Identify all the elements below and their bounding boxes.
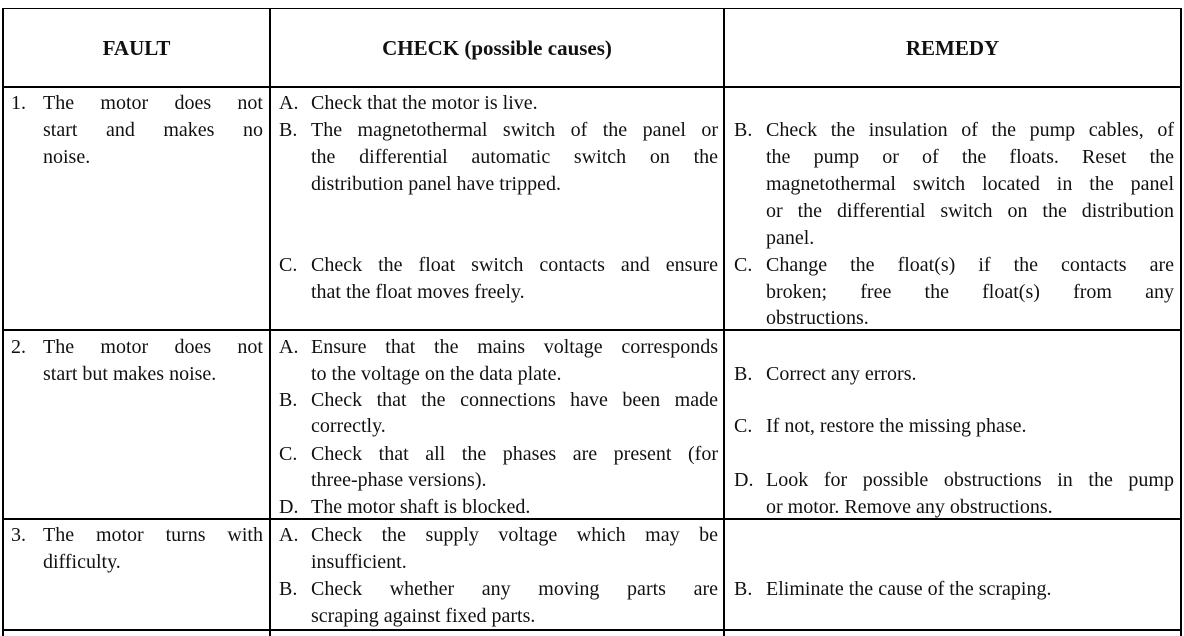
check-label: A.	[279, 92, 299, 114]
check-text: The motor shaft is blocked.	[311, 496, 531, 518]
check-text: correctly.	[311, 415, 386, 437]
fault-text: The motor does not	[43, 92, 263, 114]
check-text: Check that all the phases are present (for	[311, 443, 718, 465]
row-divider-1	[2, 329, 1182, 331]
fault-text: noise.	[43, 146, 91, 168]
check-label: A.	[279, 524, 299, 546]
fault-number: 1.	[11, 92, 26, 114]
row-divider-3	[2, 629, 1182, 631]
remedy-label: B.	[734, 578, 753, 600]
check-label: C.	[279, 443, 298, 465]
remedy-label: B.	[734, 119, 753, 141]
check-text: to the voltage on the data plate.	[311, 363, 562, 385]
remedy-text: or the differential switch on the distribution	[766, 200, 1174, 222]
header-check: CHECK (possible causes)	[382, 36, 612, 60]
remedy-label: C.	[734, 254, 753, 276]
fault-text: start but makes noise.	[43, 363, 217, 385]
remedy-text: broken; free the float(s) from any	[766, 281, 1174, 303]
check-text: Check the supply voltage which may be	[311, 524, 718, 546]
fault-text: The motor turns with	[43, 524, 263, 546]
check-text: Ensure that the mains voltage corresponds	[311, 336, 718, 358]
table-border-top	[2, 8, 1182, 9]
fault-number: 2.	[11, 336, 26, 358]
table-border-right	[1180, 8, 1182, 636]
check-label: A.	[279, 336, 299, 358]
remedy-text: Look for possible obstructions in the pump	[766, 469, 1174, 491]
check-text: The magnetothermal switch of the panel or	[311, 119, 718, 141]
check-text: insufficient.	[311, 551, 407, 573]
check-label: B.	[279, 389, 298, 411]
check-text: Check the float switch contacts and ensure	[311, 254, 718, 276]
remedy-text: panel.	[766, 227, 815, 249]
remedy-text: Check the insulation of the pump cables, of	[766, 119, 1174, 141]
check-label: C.	[279, 254, 298, 276]
fault-text: start and makes no	[43, 119, 263, 141]
check-text: three-phase versions).	[311, 469, 487, 491]
check-text: scraping against fixed parts.	[311, 605, 536, 627]
remedy-text: Eliminate the cause of the scraping.	[766, 578, 1052, 600]
fault-text: The motor does not	[43, 336, 263, 358]
check-label: B.	[279, 578, 298, 600]
remedy-text: If not, restore the missing phase.	[766, 415, 1027, 437]
check-text: Check that the connections have been made	[311, 389, 718, 411]
check-text: that the float moves freely.	[311, 281, 525, 303]
check-text: Check whether any moving parts are	[311, 578, 718, 600]
remedy-text: Correct any errors.	[766, 363, 917, 385]
remedy-label: D.	[734, 469, 754, 491]
check-text: distribution panel have tripped.	[311, 173, 561, 195]
remedy-label: C.	[734, 415, 753, 437]
remedy-text: or motor. Remove any obstructions.	[766, 496, 1053, 518]
column-divider-1	[269, 8, 271, 636]
header-fault: FAULT	[102, 36, 171, 60]
header-divider	[2, 86, 1182, 88]
check-label: B.	[279, 119, 298, 141]
remedy-text: obstructions.	[766, 307, 869, 329]
remedy-label: B.	[734, 363, 753, 385]
fault-text: difficulty.	[43, 551, 121, 573]
check-text: the differential automatic switch on the	[311, 146, 718, 168]
check-label: D.	[279, 496, 299, 518]
fault-number: 3.	[11, 524, 26, 546]
check-text: Check that the motor is live.	[311, 92, 538, 114]
header-remedy: REMEDY	[905, 36, 1000, 60]
remedy-text: magnetothermal switch located in the panel	[766, 173, 1174, 195]
table-border-left	[2, 8, 4, 636]
column-divider-2	[723, 8, 725, 636]
remedy-text: the pump or of the floats. Reset the	[766, 146, 1174, 168]
remedy-text: Change the float(s) if the contacts are	[766, 254, 1174, 276]
troubleshooting-table	[2, 0, 1182, 636]
